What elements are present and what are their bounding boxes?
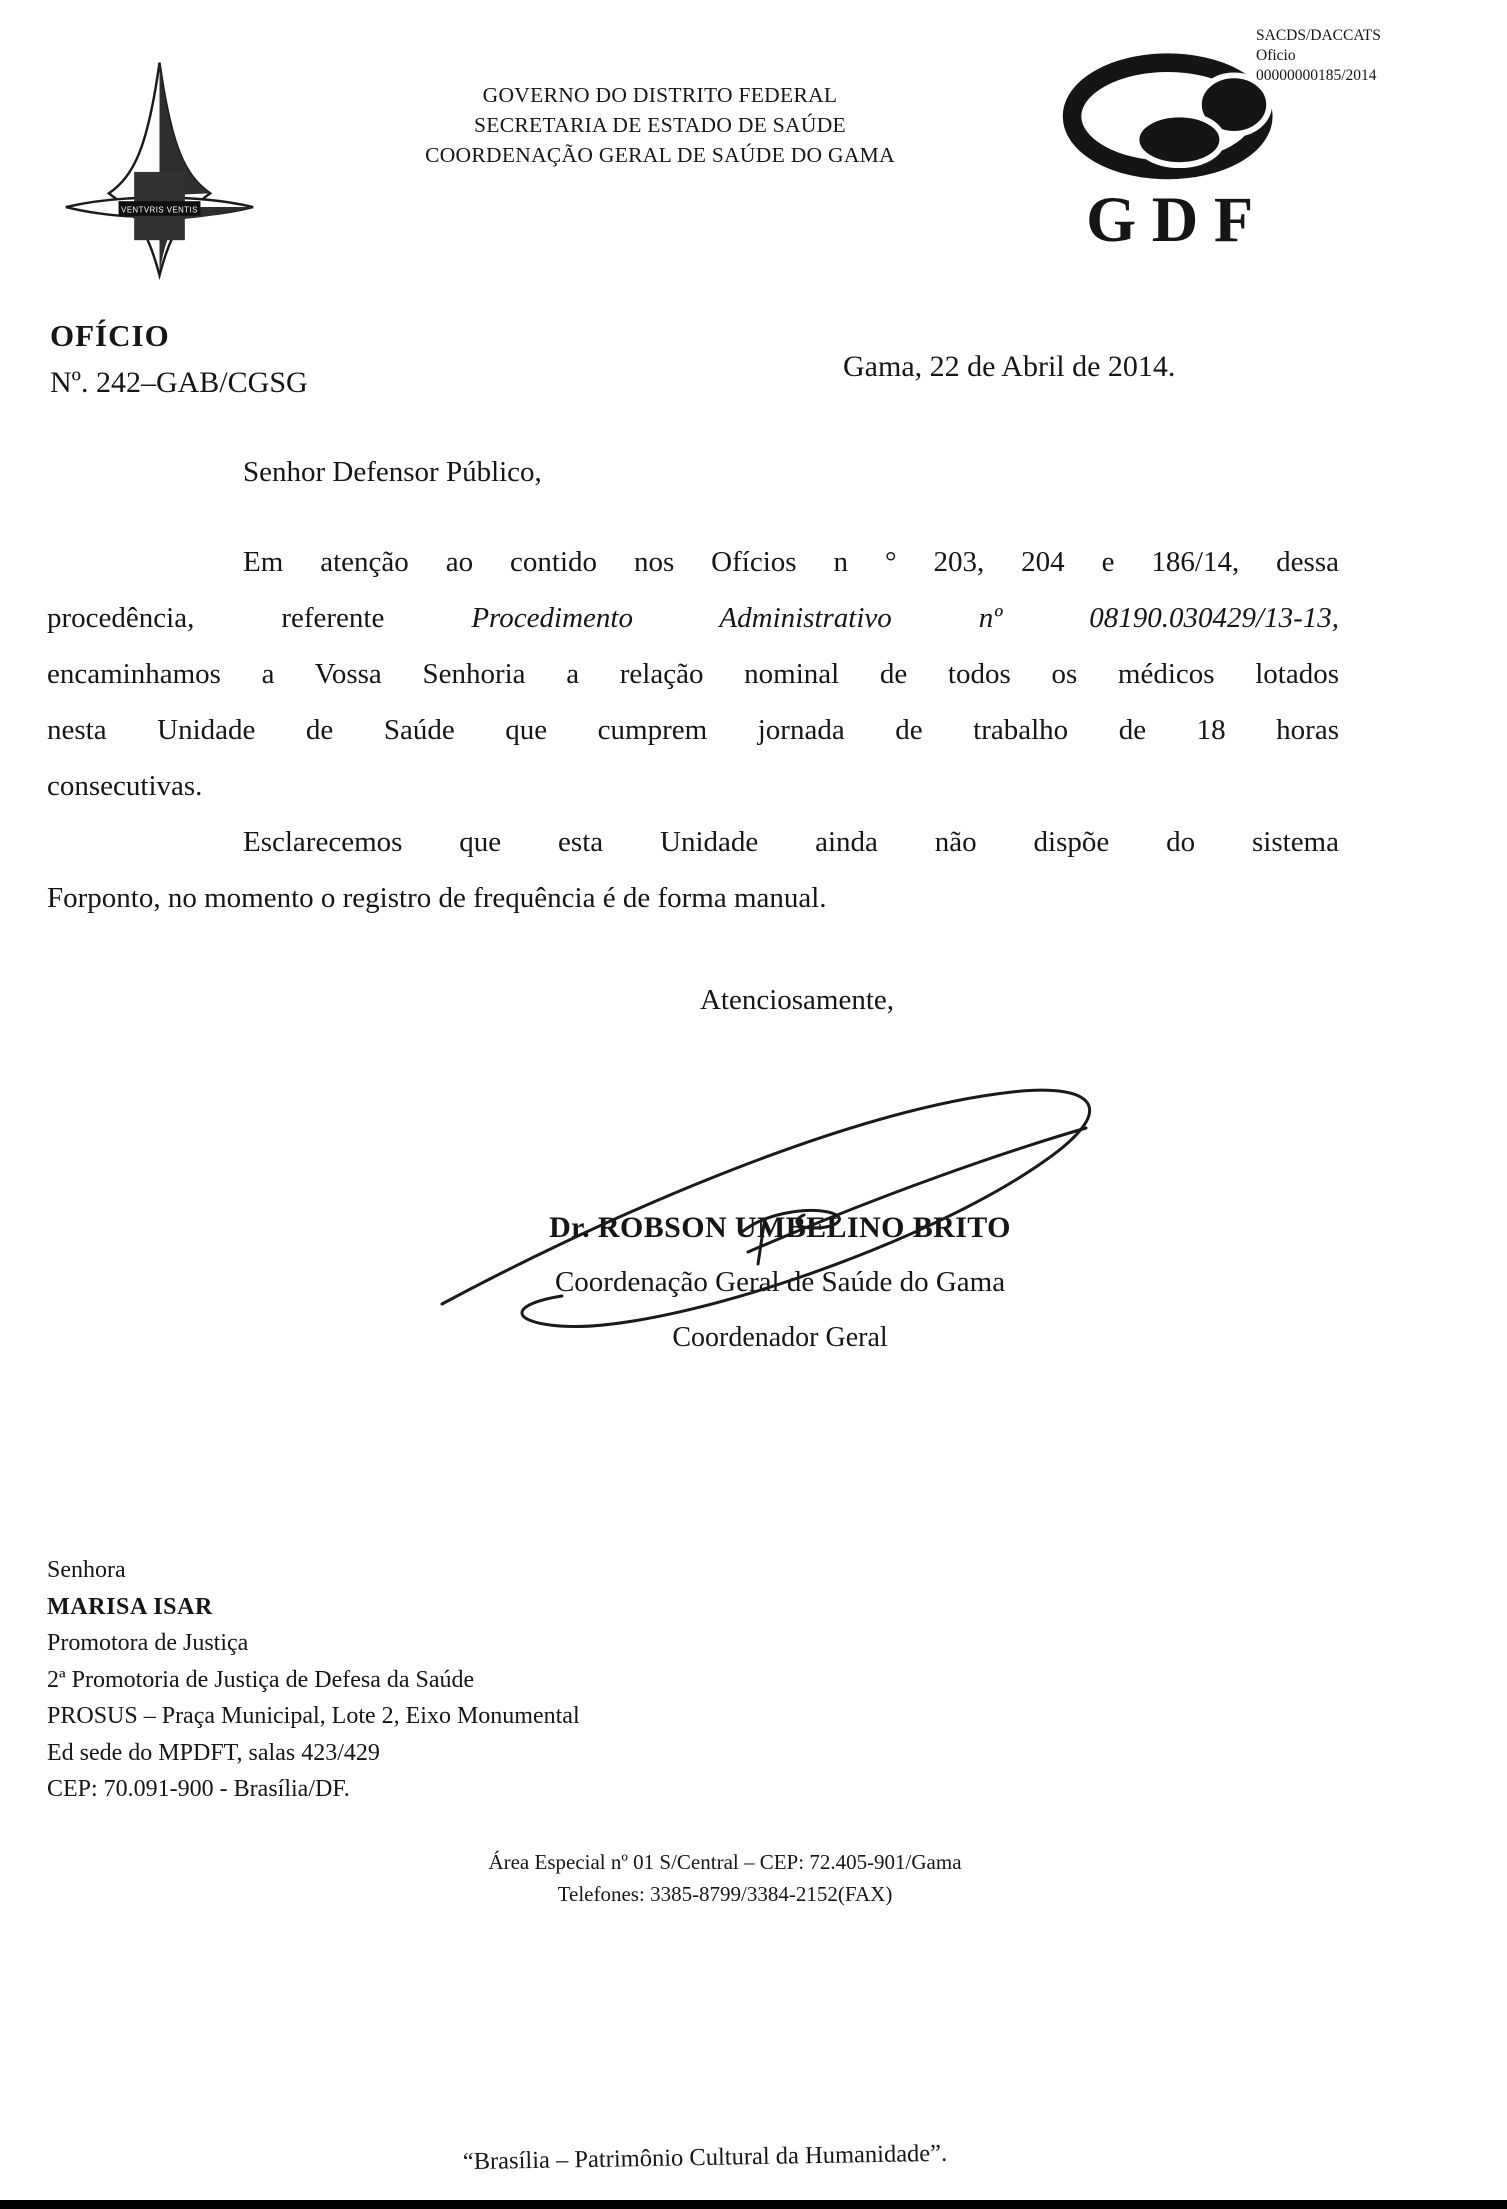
recipient-address-line2: Ed sede do MPDFT, salas 423/429 <box>47 1739 380 1766</box>
recipient-salutation: Senhora <box>47 1557 126 1583</box>
document-type-label: OFÍCIO <box>50 318 170 353</box>
letter-body <box>47 534 1339 926</box>
recipient-cep: CEP: 70.091-900 - Brasília/DF. <box>47 1776 350 1802</box>
footer-motto: “Brasília – Patrimônio Cultural da Humanidade”. <box>462 2139 948 2176</box>
recipient-block <box>47 1552 580 1808</box>
place-and-date: Gama, 22 de Abril de 2014. <box>843 350 1176 383</box>
body-p2-line1: Esclarecemos que esta Unidade ainda não dispõe do sistema <box>243 826 1339 858</box>
recipient-address-line1: PROSUS – Praça Municipal, Lote 2, Eixo Monumental <box>47 1703 580 1729</box>
scan-edge-strip <box>0 2200 1507 2209</box>
body-p1-line2-regular: procedência, referente <box>47 602 472 634</box>
footer-phones: Telefones: 3385-8799/3384-2152(FAX) <box>557 1882 893 1906</box>
recipient-office: 2ª Promotoria de Justiça de Defesa da Saúde <box>47 1666 475 1693</box>
signer-name: Dr. ROBSON UMBELINO BRITO <box>549 1211 1011 1244</box>
letterhead-org <box>300 80 1020 170</box>
signer-org: Coordenação Geral de Saúde do Gama <box>554 1266 1006 1298</box>
closing-phrase: Atenciosamente, <box>699 984 895 1016</box>
recipient-role: Promotora de Justiça <box>47 1630 249 1656</box>
body-p1-line5: consecutivas. <box>47 770 203 802</box>
body-p1-line4: nesta Unidade de Saúde que cumprem jornada de trabalho de 18 horas <box>47 714 1339 746</box>
salutation: Senhor Defensor Público, <box>243 456 542 488</box>
brasilia-emblem-icon <box>62 58 257 280</box>
signer-role: Coordenador Geral <box>672 1322 888 1353</box>
handwritten-signature <box>412 1066 1152 1336</box>
stamp-system: SACDS/DACCATS <box>1256 27 1381 44</box>
footer-address: Área Especial nº 01 S/Central – CEP: 72.405-901/Gama <box>488 1850 962 1874</box>
stamp-doc-number: 00000000185/2014 <box>1256 67 1377 84</box>
gdf-logo-text: GDF <box>1086 184 1269 250</box>
org-line-3: COORDENAÇÃO GERAL DE SAÚDE DO GAMA <box>425 143 895 167</box>
footer-contact <box>225 1846 1225 1910</box>
body-p1-line2-italic: Procedimento Administrativo nº 08190.030429/13-13, <box>471 602 1339 634</box>
body-p1-line1: Em atenção ao contido nos Ofícios n ° 203, 204 e 186/14, dessa <box>243 546 1339 578</box>
org-line-2: SECRETARIA DE ESTADO DE SAÚDE <box>474 113 846 137</box>
body-p1-line2 <box>47 590 1339 646</box>
org-line-1: GOVERNO DO DISTRITO FEDERAL <box>482 83 838 107</box>
document-number: Nº. 242–GAB/CGSG <box>50 366 308 399</box>
emblem-motto-text: VENTVRIS VENTIS <box>121 205 198 215</box>
registry-stamp <box>1256 26 1381 86</box>
recipient-name: MARISA ISAR <box>47 1593 213 1620</box>
body-p2-line2: Forponto, no momento o registro de frequência é de forma manual. <box>47 882 827 914</box>
body-p1-line3: encaminhamos a Vossa Senhoria a relação nominal de todos os médicos lotados <box>47 658 1339 690</box>
stamp-doc-type: Oficio <box>1256 47 1296 64</box>
